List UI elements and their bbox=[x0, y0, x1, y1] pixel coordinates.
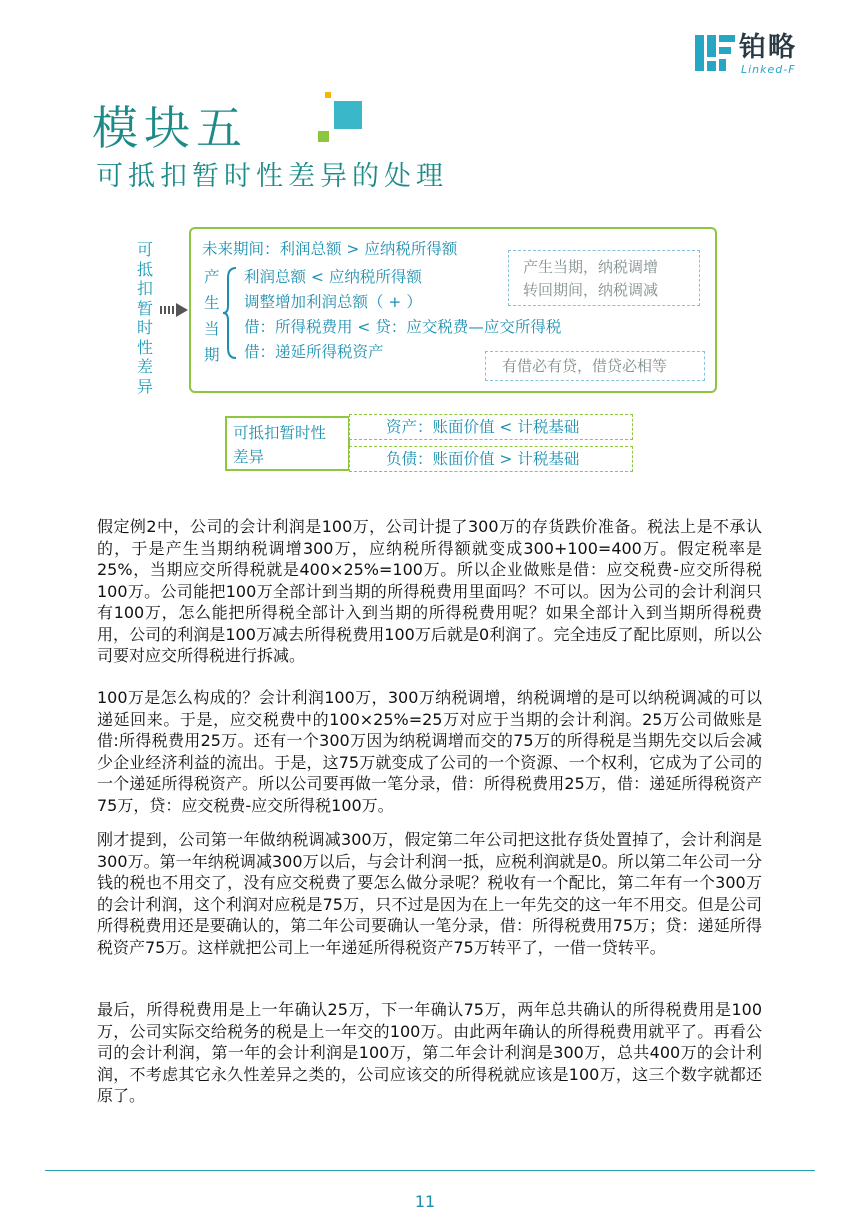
vertical-label-char: 差 bbox=[136, 357, 153, 376]
deductible-difference-label-2: 差异 bbox=[233, 448, 265, 466]
asset-condition: 资产：账面价值 < 计税基础 bbox=[386, 418, 580, 436]
note-adjustment-line-2: 转回期间，纳税调减 bbox=[523, 281, 659, 299]
future-period-line: 未来期间：利润总额 > 应纳税所得额 bbox=[202, 240, 458, 258]
diagram-vertical-label bbox=[130, 240, 160, 396]
vertical-label-char: 异 bbox=[136, 376, 153, 396]
page-title: 模块五 bbox=[92, 101, 248, 155]
current-line-4: 借：递延所得税资产 bbox=[244, 343, 384, 361]
page-number: 11 bbox=[414, 1192, 436, 1211]
company-logo bbox=[693, 33, 813, 75]
vertical-label-char: 性 bbox=[136, 337, 153, 357]
note-adjustment-line-1: 产生当期，纳税调增 bbox=[523, 258, 659, 276]
side-label-char: 产 bbox=[204, 268, 220, 286]
arrow-right-icon bbox=[160, 303, 188, 317]
decor-square-green bbox=[318, 131, 329, 142]
paragraph-1: 假定例2中，公司的会计利润是100万，公司计提了300万的存货跌价准备。税法上是不承认的，于是产生当期纳税调增300万，应纳税所得额就变成300+100=400万。假定税率是25%，当期应交所得税就是400×25%=100万。所以企业做账是借：应交税费-应交所得税100万。公司能把100万全部计到当期的所得税费用里面吗？不可以。因为公司的会计利润只有100万，怎么能把所得税全部计入到当期的所得税费用呢？如果全部计入到当期所得税费用，公司的利润是100万减去所得税费用100万后就是0利润了。完全违反了配比原则，所以公司要对应交所得税进行拆减。 bbox=[97, 517, 762, 665]
logo-chinese-name: 铂略 bbox=[739, 32, 797, 63]
side-label-char: 期 bbox=[204, 346, 220, 364]
side-label-char: 当 bbox=[204, 320, 220, 338]
decor-square-blue bbox=[334, 101, 362, 129]
decor-square-yellow bbox=[325, 92, 331, 98]
paragraph-4: 最后，所得税费用是上一年确认25万，下一年确认75万，两年总共确认的所得税费用是100万，公司实际交给税务的税是上一年交的100万。由此两年确认的所得税费用就平了。再看公司的会计利润，第一年的会计利润是100万，第二年会计利润是300万，总共400万的会计利润，不考虑其它永久性差异之类的，公司应该交的所得税就应该是100万，这三个数字就都还原了。 bbox=[97, 1000, 762, 1105]
paragraph-2: 100万是怎么构成的？会计利润100万，300万纳税调增，纳税调增的是可以纳税调减的可以递延回来。于是，应交税费中的100×25%=25万对应于当期的会计利润。25万公司做账是借:所得税费用25万。还有一个300万因为纳税调增而交的75万的所得税是当期先交以后会减少企业经济利益的流出。于是，这75万就变成了公司的一个资源、一个权利，它成为了公司的一个递延所得税资产。所以公司要再做一笔分录，借：所得税费用25万，借：递延所得税资产75万，贷：应交税费-应交所得税100万。 bbox=[97, 688, 762, 815]
vertical-label-char: 暂 bbox=[136, 298, 153, 318]
vertical-label-char: 扣 bbox=[136, 279, 153, 298]
footer-divider bbox=[45, 1170, 815, 1171]
side-label-char: 生 bbox=[204, 294, 220, 312]
logo-english-name: Linked-F bbox=[741, 63, 796, 76]
deductible-difference-box bbox=[225, 416, 350, 471]
liability-condition: 负债：账面价值 > 计税基础 bbox=[386, 450, 580, 468]
asset-condition-box bbox=[349, 414, 633, 440]
paragraph-3: 刚才提到，公司第一年做纳税调减300万，假定第二年公司把这批存货处置掉了，会计利润是300万。第一年纳税调减300万以后，与会计利润一抵，应税利润就是0。所以第二年公司一分钱的税也不用交了，没有应交税费了要怎么做分录呢？税收有一个配比，第二年有一个300万的会计利润，这个利润对应税是75万，只不过是因为在上一年先交的这一年不用交。但是公司所得税费用还是要确认的，第二年公司要确认一笔分录，借：所得税费用75万；贷：递延所得税资产75万。这样就把公司上一年递延所得税资产75万转平了，一借一贷转平。 bbox=[97, 830, 762, 957]
note-debit-credit: 有借必有贷，借贷必相等 bbox=[502, 357, 668, 375]
brace-icon bbox=[222, 266, 238, 360]
note-box-adjustment bbox=[508, 250, 700, 306]
deductible-difference-label-1: 可抵扣暂时性 bbox=[233, 424, 327, 442]
current-line-2: 调整增加利润总额（ + ） bbox=[244, 293, 422, 311]
current-line-1: 利润总额 < 应纳税所得额 bbox=[244, 268, 422, 286]
liability-condition-box bbox=[349, 446, 633, 472]
logo-mark-icon bbox=[693, 33, 737, 73]
vertical-label-char: 时 bbox=[136, 318, 153, 337]
page-subtitle: 可抵扣暂时性差异的处理 bbox=[96, 161, 448, 192]
current-line-3: 借：所得税费用 < 贷：应交税费—应交所得税 bbox=[244, 318, 562, 336]
note-box-debit-credit bbox=[485, 351, 705, 381]
vertical-label-char: 抵 bbox=[136, 259, 153, 279]
vertical-label-char: 可 bbox=[136, 240, 153, 259]
